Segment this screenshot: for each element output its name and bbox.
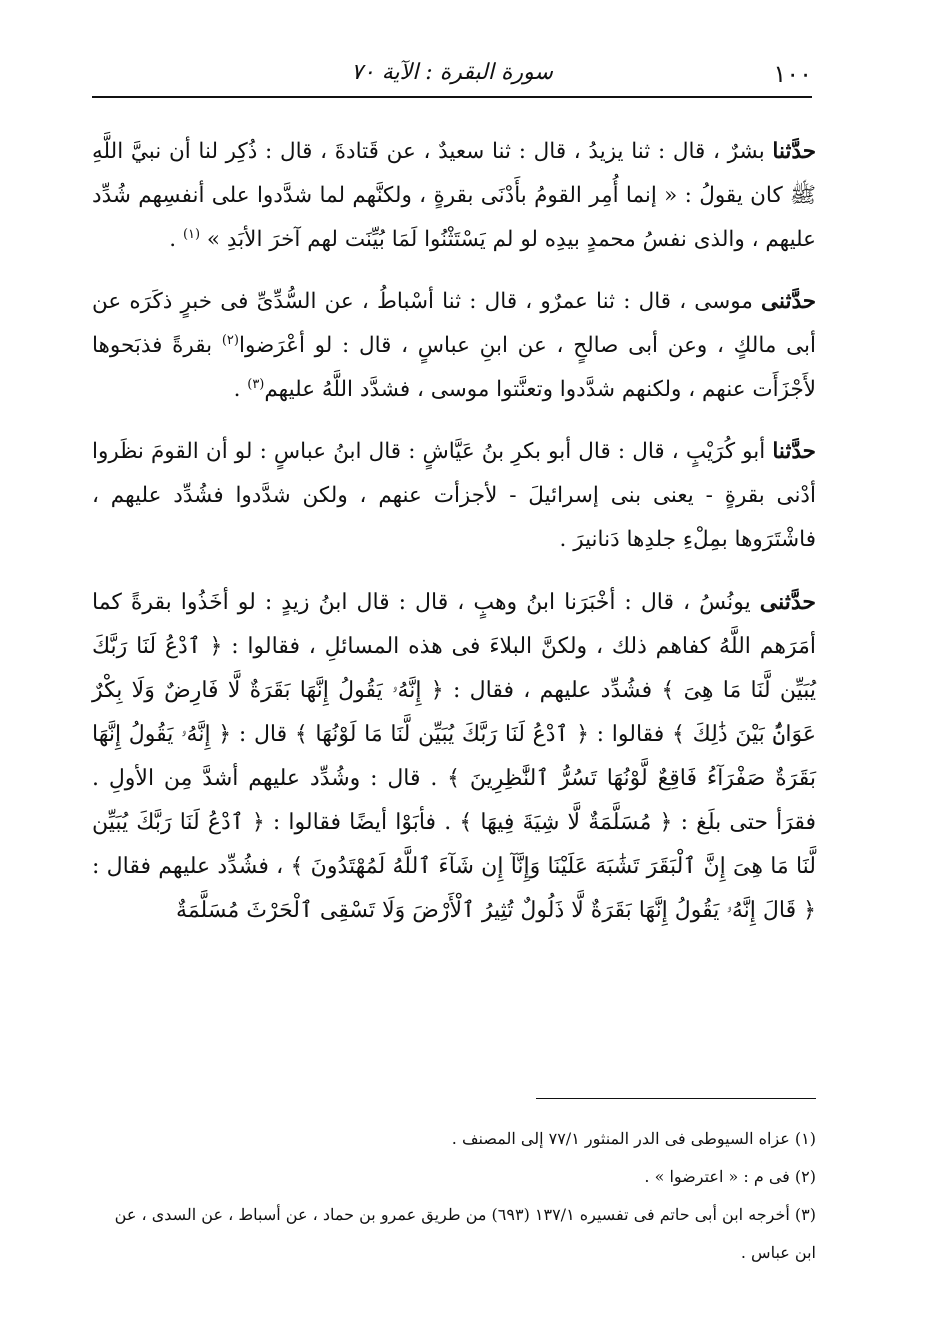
paragraph-text: بشرٌ ، قال : ثنا يزيدُ ، قال : ثنا سعيدٌ ، عن قَتادةَ ، قال : ذُكِر لنا أن نبيَّ اللَّهِ ﷺ كان يقولُ : « إنما أُمِر القومُ بأَدْنَى بقرةٍ ، ولكنَّهم لما شدَّدوا على أنفسِهم شُدِّد عليهم ، والذى نفسُ محمدٍ بيدِه لو لم يَسْتَثْنُوا لَمَا بُيِّنَت لهم آخرَ الأبَدِ »: [92, 139, 816, 252]
running-title: سورة البقرة : الآية ٧٠: [351, 60, 553, 85]
paragraph-text: أبو كُرَيْبٍ ، قال : قال أبو بكرِ بنُ عَيَّاشٍ : قال ابنُ عباسٍ : لو أن القومَ نظَروا أدْنى بقرةٍ - يعنى بنى إسرائيلَ - لأجزأت عنهم ، ولكن شدَّدوا فشُدِّد عليهم ، فاشْتَرَوها بمِلْءِ جلدِها دَنانيرَ .: [92, 439, 816, 552]
page-header: [92, 50, 812, 98]
paragraph-lead: حدَّثنى: [761, 289, 817, 314]
footnote-marker: (٣): [247, 376, 265, 392]
page-number: ١٠٠: [773, 60, 812, 88]
footnote-divider: [536, 1098, 816, 1099]
paragraph-4: [92, 580, 816, 933]
paragraph-lead: حدَّثنا: [772, 139, 816, 164]
paragraph-text-continued: بقرةً فذبَحوها لأَجْزَأَت عنهم ، ولكنهم شدَّدوا وتعنَّتوا موسى ، فشدَّد اللَّهُ عليهم: [92, 333, 816, 402]
footnote-2: (٢) فى م : « اعترضوا » .: [644, 1167, 816, 1186]
footnotes: [92, 1120, 816, 1272]
paragraph-3: [92, 430, 816, 562]
paragraph-text: يونُسُ ، قال : أخْبَرَنا ابنُ وهبٍ ، قال : قال ابنُ زيدٍ : لو أخَذُوا بقرةً كما أمَرَهم اللَّهُ كفاهم ذلك ، ولكنَّ البلاءَ فى هذه المسائلِ ، فقالوا : ﴿ ٱدْعُ لَنَا رَبَّكَ يُبَيِّن لَّنَا مَا هِىَ ﴾ فشُدِّد عليهم ، فقال : ﴿ إِنَّهُۥ يَقُولُ إِنَّهَا بَقَرَةٌ لَّا فَارِضٌ وَلَا بِكْرٌ عَوَانٌۢ بَيْنَ ذَٰلِكَ ﴾ فقالوا : ﴿ ٱدْعُ لَنَا رَبَّكَ يُبَيِّن لَّنَا مَا لَوْنُهَا ﴾ قال : ﴿ إِنَّهُۥ يَقُولُ إِنَّهَا بَقَرَةٌ صَفْرَآءُ فَاقِعٌ لَّوْنُهَا تَسُرُّ ٱلنَّٰظِرِينَ ﴾ . قال : وشُدِّد عليهم أشدَّ مِن الأولِ . فقرَأ حتى بلَغ : ﴿ مُسَلَّمَةٌ لَّا شِيَةَ فِيهَا ﴾ . فأبَوْا أيضًا فقالوا : ﴿ ٱدْعُ لَنَا رَبَّكَ يُبَيِّن لَّنَا مَا هِىَ إِنَّ ٱلْبَقَرَ تَشَٰبَهَ عَلَيْنَا وَإِنَّآ إِن شَآءَ ٱللَّهُ لَمُهْتَدُونَ ﴾ ، فشُدِّد عليهم فقال : ﴿ قَالَ إِنَّهُۥ يَقُولُ إِنَّهَا بَقَرَةٌ لَّا ذَلُولٌ تُثِيرُ ٱلْأَرْضَ وَلَا تَسْقِى ٱلْحَرْثَ مُسَلَّمَةٌ: [92, 590, 816, 923]
paragraph-text: موسى ، قال : ثنا عمرٌو ، قال : ثنا أسْباطُ ، عن السُّدِّىِّ فى خبرٍ ذكَرَه عن أبى مالكٍ ، وعن أبى صالحٍ ، عن ابنِ عباسٍ ، قال : لو أعْرَضوا: [92, 289, 816, 358]
paragraph-lead: حدَّثنى: [759, 589, 817, 615]
main-text: [92, 130, 816, 951]
paragraph-2: [92, 280, 816, 412]
paragraph-lead: حدَّثنا: [772, 439, 816, 464]
paragraph-tail: .: [169, 227, 183, 252]
footnote-marker: (٢): [221, 332, 239, 348]
footnote-1: (١) عزاه السيوطى فى الدر المنثور ٧٧/١ إلى المصنف .: [451, 1129, 816, 1148]
paragraph-1: [92, 130, 816, 262]
footnote-3: (٣) أخرجه ابن أبى حاتم فى تفسيره ١٣٧/١ (٦٩٣) من طريق عمرو بن حماد ، عن أسباط ، عن السدى ، عن ابن عباس .: [114, 1205, 816, 1262]
footnote-marker: (١): [182, 226, 201, 242]
paragraph-tail: .: [233, 377, 248, 402]
